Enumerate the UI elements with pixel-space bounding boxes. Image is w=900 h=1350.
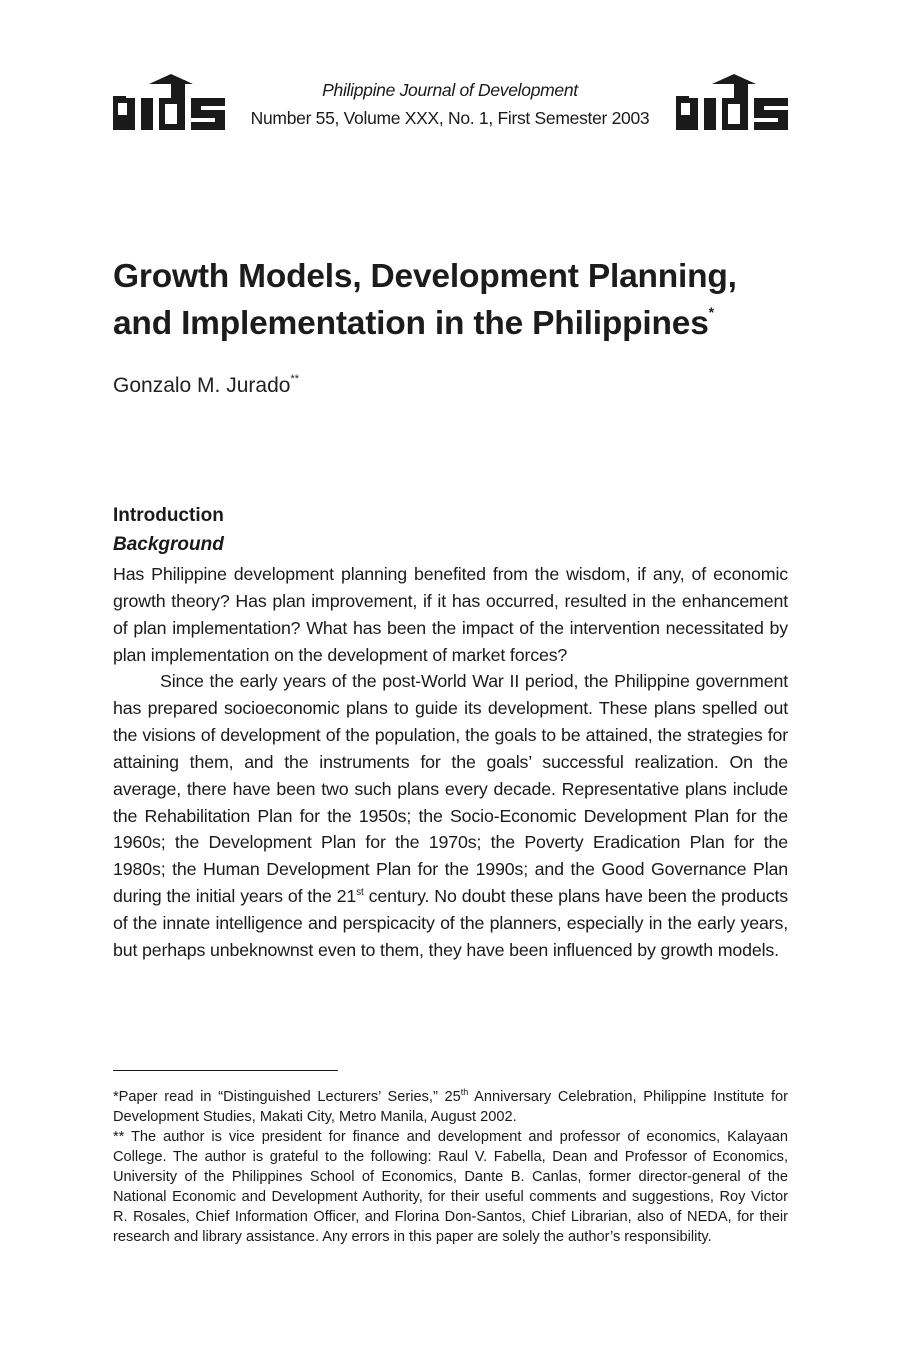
paragraph-2-part-b: century. No doubt these plans have been the products of the innate intelligence and perspicacity of the planners, especially in the early years, but perhaps unbeknownst even to them, they have been influenced by growth models. xyxy=(113,886,789,960)
subsection-heading-background: Background xyxy=(113,534,224,555)
author-name xyxy=(113,371,299,401)
pids-logo-right xyxy=(674,72,792,132)
logo-wordmark xyxy=(674,132,675,133)
pids-logo-right-graphic xyxy=(674,72,792,132)
author-text: Gonzalo M. Jurado xyxy=(113,374,291,397)
paragraph-2 xyxy=(113,668,788,963)
footnote-divider xyxy=(113,1070,338,1071)
title-footnote-mark: * xyxy=(708,304,714,320)
pids-logo-left-graphic xyxy=(111,72,229,132)
footnote-1 xyxy=(113,1087,788,1127)
pids-logo-left xyxy=(111,72,229,132)
logo-wordmark xyxy=(111,132,112,133)
paragraph-1: Has Philippine development planning benefited from the wisdom, if any, of economic growth theory? Has plan improvement, if it has occurred, resulted in the enhancement of plan implementation? What has been the impact of the intervention necessitated by plan implementation on the development of market forces? xyxy=(113,564,788,665)
journal-name: Philippine Journal of Development xyxy=(322,80,578,100)
footnote-2: ** The author is vice president for finance and development and professor of economics, Kalayaan College. The author is grateful to the following: Raul V. Fabella, Dean and Professor of Economics, University of the Philippines School of Economics, Dante B. Canlas, former director-general of the National Economic and Development Authority, for their useful comments and suggestions, Roy Victor R. Rosales, Chief Information Officer, and Florina Don-Santos, Chief Librarian, also of NEDA, for their research and library assistance. Any errors in this paper are solely the author’s responsibility. xyxy=(113,1129,788,1245)
title-line-1: Growth Models, Development Planning, xyxy=(113,258,737,295)
ordinal-suffix: st xyxy=(356,887,364,899)
body-text xyxy=(113,561,788,964)
section-heading-introduction: Introduction xyxy=(113,505,224,526)
footnote-1-part-a: *Paper read in “Distinguished Lecturers’ Series,” 25 xyxy=(113,1089,461,1105)
footnotes xyxy=(113,1087,788,1247)
title-line-2: and Implementation in the Philippines xyxy=(113,305,709,342)
journal-header xyxy=(240,76,660,132)
footnote-1-ordinal: th xyxy=(460,1087,469,1097)
footnote-1-part-b: Anniversary Celebration, Philippine Institute for Development Studies, Makati City, Metro Manila, August 2002. xyxy=(113,1089,788,1125)
article-title xyxy=(113,253,793,347)
paragraph-2-part-a: Since the early years of the post-World War II period, the Philippine government has prepared socioeconomic plans to guide its development. These plans spelled out the visions of development of the population, the goals to be attained, the strategies for attaining them, and the instruments for the goals’ successful realization. On the average, there have been two such plans every decade. Representative plans include the Rehabilitation Plan for the 1950s; the Socio-Economic Development Plan for the 1960s; the Development Plan for the 1970s; the Poverty Eradication Plan for the 1980s; the Human Development Plan for the 1990s; and the Good Governance Plan during the initial years of the 21 xyxy=(113,671,788,907)
journal-issue: Number 55, Volume XXX, No. 1, First Semester 2003 xyxy=(250,108,650,128)
author-footnote-mark: ** xyxy=(290,373,299,385)
